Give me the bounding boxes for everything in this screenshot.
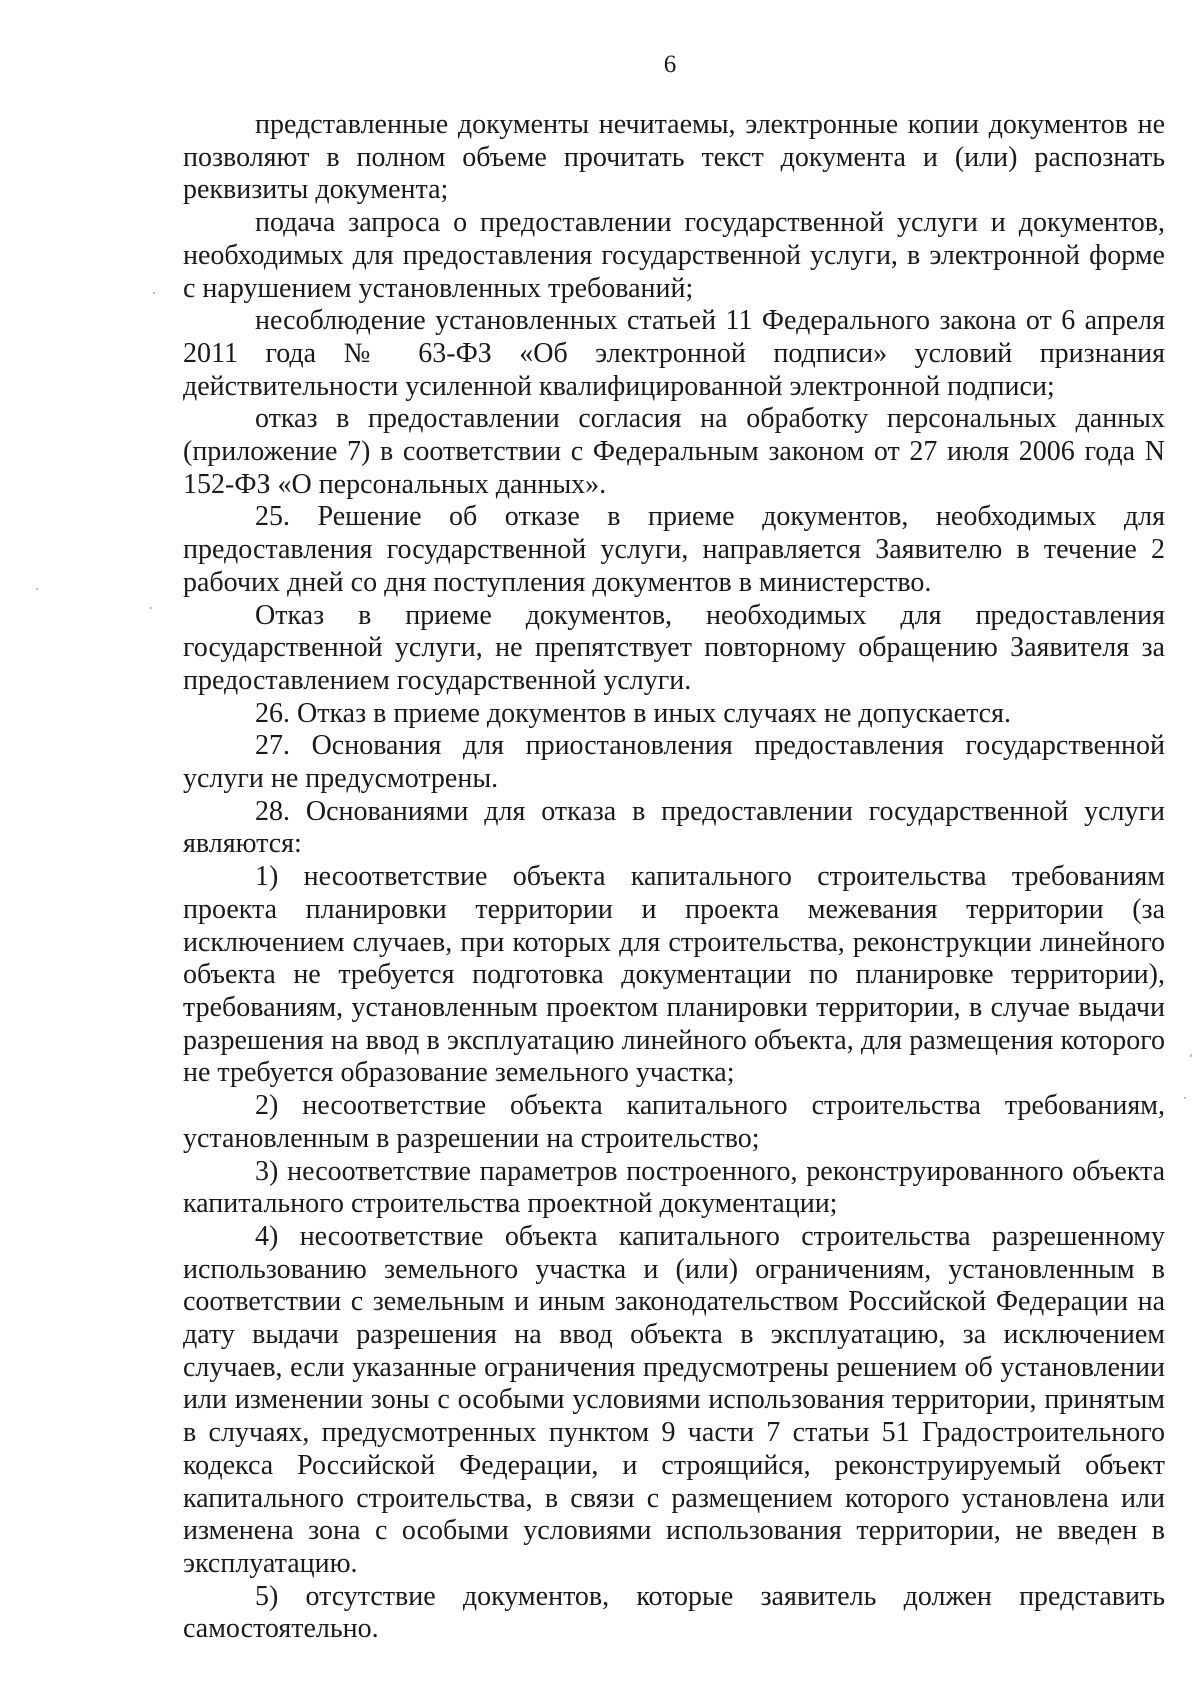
document-body — [183, 109, 1165, 1646]
paragraph-4: отказ в предоставлении согласия на обработку персональных данных (приложение 7) в соответствии с Федеральным законом от 27 июля 2006 года N 152-ФЗ «О персональных данных». — [183, 403, 1165, 500]
paragraph-10: 1) несоответствие объекта капитального строительства требованиям проекта планировки территории и проекта межевания территории (за исключением случаев, при которых для строительства, реконструкции линейного объекта не требуется подготовка документации по планировке территории), требованиям, установленным проектом планировки территории, в случае выдачи разрешения на ввод в эксплуатацию линейного объекта, для размещения которого не требуется образование земельного участка; — [183, 861, 1165, 1089]
paragraph-9: 28. Основаниями для отказа в предоставлении государственной услуги являются: — [183, 795, 1165, 860]
paragraph-2: подача запроса о предоставлении государственной услуги и документов, необходимых для предоставления государственной услуги, в электронной форме с нарушением установленных требований; — [183, 207, 1165, 304]
page-number: 6 — [663, 51, 677, 78]
paragraph-6: Отказ в приеме документов, необходимых для предоставления государственной услуги, не препятствует повторному обращению Заявителя за предоставлением государственной услуги. — [183, 599, 1165, 696]
scan-speck — [150, 607, 152, 609]
paragraph-13: 4) несоответствие объекта капитального строительства разрешенному использованию земельного участка и (или) ограничениям, установленным в соответствии с земельным и иным законодательством Российской Федерации на дату выдачи разрешения на ввод объекта в эксплуатацию, за исключением случаев, если указанные ограничения предусмотрены решением об установлении или изменении зоны с особыми условиями использования территории, принятым в случаях, предусмотренных пунктом 9 части 7 статьи 51 Градостроительного кодекса Российской Федерации, и строящийся, реконструируемый объект капитального строительства, в связи с размещением которого установлена или изменена зона с особыми условиями использования территории, не введен в эксплуатацию. — [183, 1220, 1165, 1579]
paragraph-1: представленные документы нечитаемы, электронные копии документов не позволяют в полном объеме прочитать текст документа и (или) распознать реквизиты документа; — [183, 109, 1165, 206]
paragraph-12: 3) несоответствие параметров построенного, реконструированного объекта капитального строительства проектной документации; — [183, 1155, 1165, 1220]
paragraph-5: 25. Решение об отказе в приеме документов, необходимых для предоставления государственной услуги, направляется Заявителю в течение 2 рабочих дней со дня поступления документов в министерство. — [183, 501, 1165, 598]
scan-speck — [1190, 1054, 1192, 1057]
paragraph-7: 26. Отказ в приеме документов в иных случаях не допускается. — [255, 697, 1011, 729]
scan-speck — [1184, 1097, 1186, 1099]
paragraph-3: несоблюдение установленных статьей 11 Федерального закона от 6 апреля 2011 года № 63-ФЗ «Об электронной подписи» условий признания действительности усиленной квалифицированной электронной подписи; — [183, 305, 1165, 402]
paragraph-11: 2) несоответствие объекта капитального строительства требованиям, установленным в разрешении на строительство; — [183, 1090, 1165, 1154]
scan-speck — [36, 588, 38, 590]
paragraph-14: 5) отсутствие документов, которые заявитель должен представить самостоятельно. — [183, 1580, 1165, 1645]
paragraph-8: 27. Основания для приостановления предоставления государственной услуги не предусмотрены. — [183, 730, 1165, 795]
scan-speck — [153, 292, 155, 294]
